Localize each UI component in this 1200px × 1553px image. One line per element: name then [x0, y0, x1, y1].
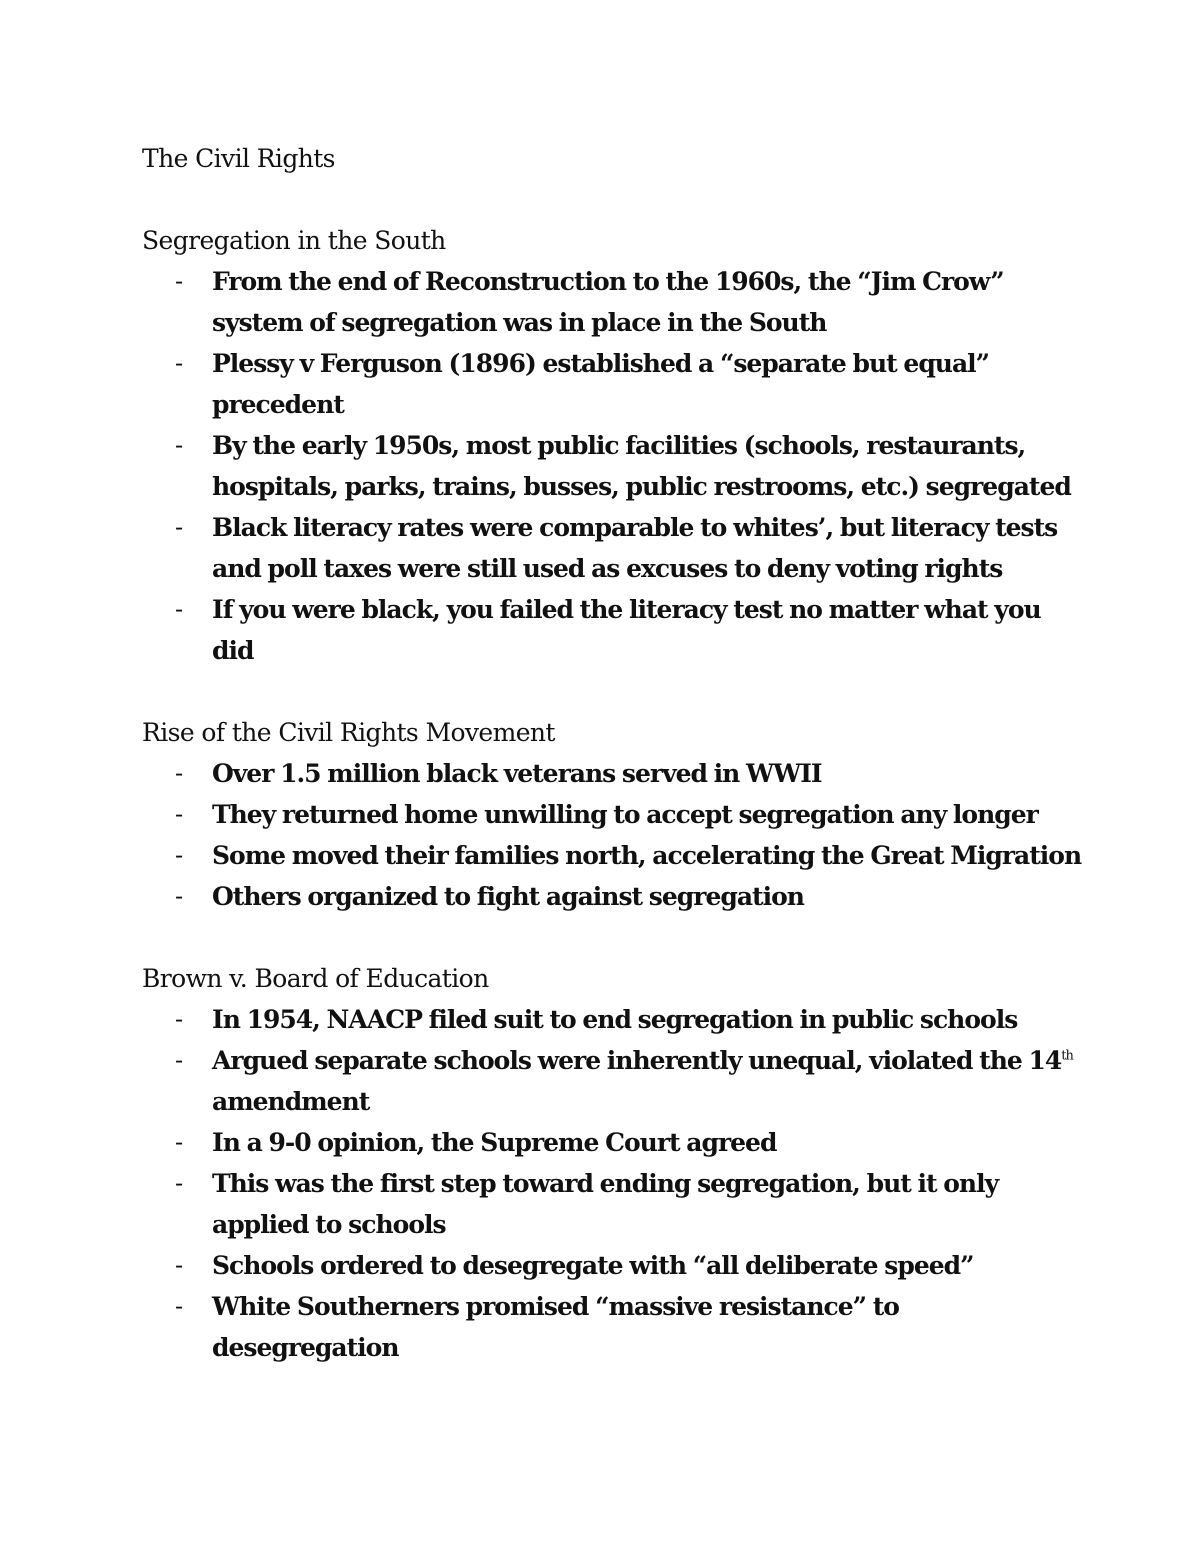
list-item-text-main: Argued separate schools were inherently unequal, violated the 14	[212, 1046, 1062, 1075]
bullet-dash: -	[175, 595, 183, 623]
section-segregation-in-the-south	[142, 220, 1082, 671]
section-rise-of-the-civil-rights-movement	[142, 712, 1082, 917]
list-item-text: Plessy v Ferguson (1896) established a “separate but equal” precedent	[212, 349, 990, 419]
list-item-text: Others organized to fight against segregation	[212, 882, 804, 911]
list-item-text: From the end of Reconstruction to the 1960s, the “Jim Crow” system of segregation was in place in the South	[212, 267, 1004, 337]
bullet-dash: -	[175, 759, 183, 787]
bullet-dash: -	[175, 882, 183, 910]
page-title: The Civil Rights	[142, 144, 335, 173]
blank-line	[142, 917, 1082, 958]
blank-line	[142, 179, 1082, 220]
list-item-text: White Southerners promised “massive resistance” to desegregation	[212, 1292, 899, 1362]
bullet-dash: -	[175, 1046, 183, 1074]
list-item-text	[212, 1040, 1082, 1122]
list-item	[142, 753, 1082, 794]
list-item-text: This was the first step toward ending segregation, but it only applied to schools	[212, 1169, 999, 1239]
list-item-text: By the early 1950s, most public facilities (schools, restaurants, hospitals, parks, trains, busses, public restrooms, etc.) segregated	[212, 431, 1071, 501]
list-item-text: Black literacy rates were comparable to whites’, but literacy tests and poll taxes were still used as excuses to deny voting rights	[212, 513, 1058, 583]
list-item	[142, 794, 1082, 835]
list-item-text: Over 1.5 million black veterans served in WWII	[212, 759, 822, 788]
document-body	[142, 138, 1082, 1368]
section-heading: Rise of the Civil Rights Movement	[142, 718, 555, 747]
list-item-text: If you were black, you failed the literacy test no matter what you did	[212, 595, 1041, 665]
section-brown-v-board-of-education	[142, 958, 1082, 1368]
list-item	[142, 1040, 1082, 1122]
bullet-list	[142, 753, 1082, 917]
bullet-dash: -	[175, 1169, 183, 1197]
bullet-dash: -	[175, 431, 183, 459]
bullet-dash: -	[175, 1251, 183, 1279]
ordinal-superscript: th	[1061, 1048, 1073, 1064]
bullet-dash: -	[175, 1005, 183, 1033]
list-item-text: They returned home unwilling to accept segregation any longer	[212, 800, 1038, 829]
section-heading: Brown v. Board of Education	[142, 964, 489, 993]
bullet-dash: -	[175, 800, 183, 828]
blank-line	[142, 671, 1082, 712]
list-item	[142, 425, 1082, 507]
list-item-text-continuation: amendment	[212, 1087, 370, 1116]
list-item	[142, 876, 1082, 917]
list-item	[142, 835, 1082, 876]
list-item-text: Schools ordered to desegregate with “all deliberate speed”	[212, 1251, 974, 1280]
section-heading: Segregation in the South	[142, 226, 446, 255]
bullet-dash: -	[175, 513, 183, 541]
list-item	[142, 1122, 1082, 1163]
list-item-text: Some moved their families north, accelerating the Great Migration	[212, 841, 1082, 870]
list-item	[142, 261, 1082, 343]
bullet-dash: -	[175, 349, 183, 377]
list-item	[142, 1286, 1082, 1368]
list-item	[142, 343, 1082, 425]
list-item	[142, 507, 1082, 589]
bullet-dash: -	[175, 267, 183, 295]
list-item	[142, 1245, 1082, 1286]
bullet-list	[142, 261, 1082, 671]
list-item	[142, 1163, 1082, 1245]
bullet-dash: -	[175, 1292, 183, 1320]
bullet-dash: -	[175, 1128, 183, 1156]
list-item	[142, 589, 1082, 671]
list-item	[142, 999, 1082, 1040]
bullet-list	[142, 999, 1082, 1368]
bullet-dash: -	[175, 841, 183, 869]
list-item-text: In a 9-0 opinion, the Supreme Court agreed	[212, 1128, 777, 1157]
list-item-text: In 1954, NAACP filed suit to end segregation in public schools	[212, 1005, 1018, 1034]
